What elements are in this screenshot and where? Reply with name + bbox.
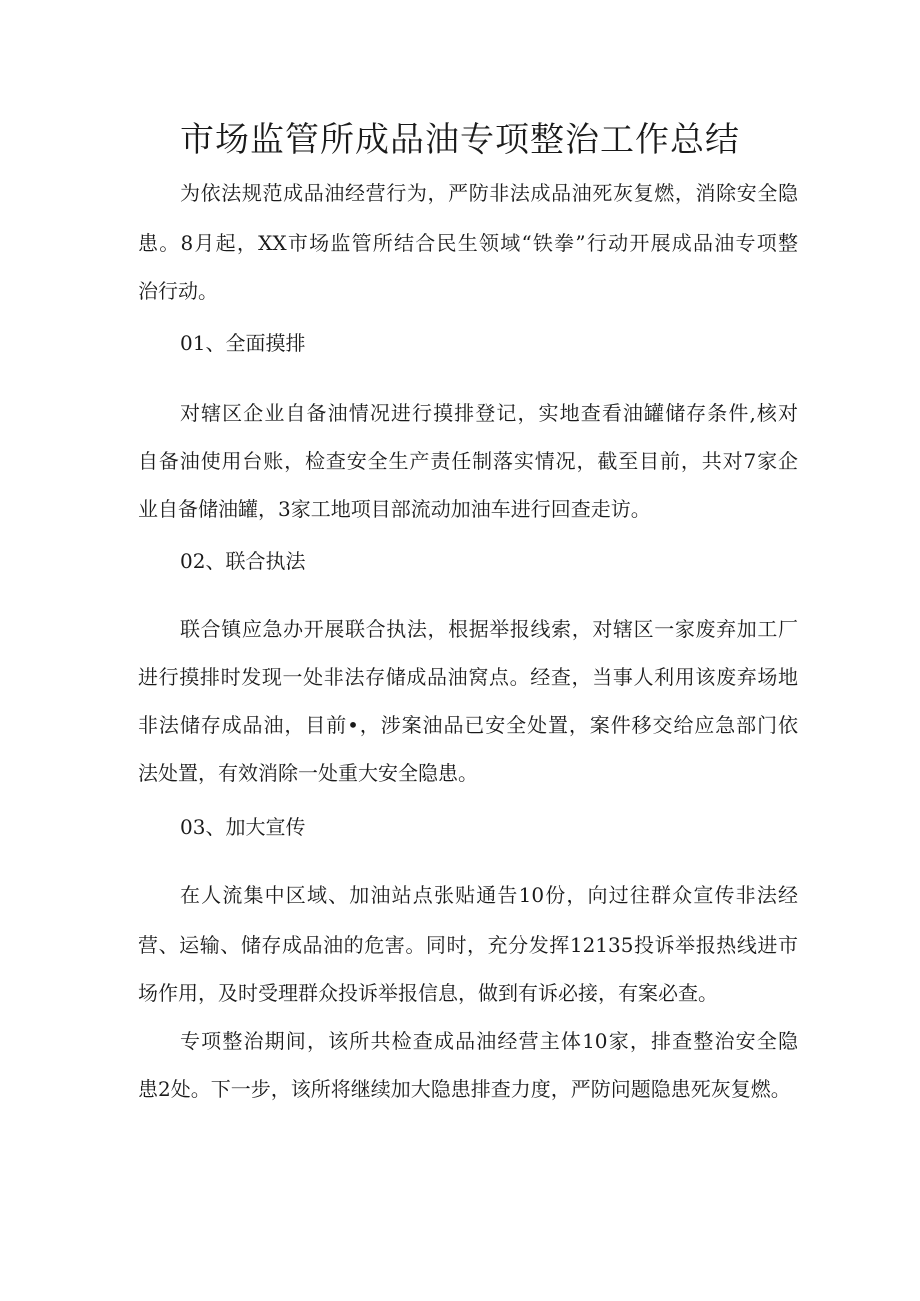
section-01-line-3: 业自备储油罐，3家工地项目部流动加油车进行回查走访。	[138, 497, 651, 521]
section-01-line-2: 自备油使用台账，检查安全生产责任制落实情况，截至目前，共对7家企	[138, 449, 798, 473]
section-02-line-1: 联合镇应急办开展联合执法，根据举报线索，对辖区一家废弃加工厂	[180, 617, 798, 641]
intro-line-1: 为依法规范成品油经营行为，严防非法成品油死灰复燃，消除安全隐	[180, 181, 798, 205]
section-03-line-1: 在人流集中区域、加油站点张贴通告10份，向过往群众宣传非法经	[180, 883, 798, 907]
conclusion-line-2: 患2处。下一步，该所将继续加大隐患排查力度，严防问题隐患死灰复燃。	[138, 1077, 791, 1101]
section-02-line-4: 法处置，有效消除一处重大安全隐患。	[138, 761, 478, 785]
section-01-line-1: 对辖区企业自备油情况进行摸排登记，实地查看油罐储存条件,核对	[180, 401, 798, 425]
section-heading-03: 03、加大宣传	[180, 815, 306, 839]
section-02-line-3: 非法储存成品油，目前•，涉案油品已安全处置，案件移交给应急部门依	[138, 713, 798, 737]
section-heading-02: 02、联合执法	[180, 549, 306, 573]
section-03-line-3: 场作用，及时受理群众投诉举报信息，做到有诉必接，有案必查。	[138, 981, 718, 1005]
conclusion-line-1: 专项整治期间，该所共检查成品油经营主体10家，排查整治安全隐	[180, 1029, 798, 1053]
page-title: 市场监管所成品油专项整治工作总结	[180, 120, 740, 160]
section-03-line-2: 营、运输、储存成品油的危害。同时，充分发挥12135投诉举报热线进市	[138, 933, 798, 957]
section-heading-01: 01、全面摸排	[180, 331, 306, 355]
section-02-line-2: 进行摸排时发现一处非法存储成品油窝点。经查，当事人利用该废弃场地	[138, 665, 798, 689]
intro-line-3: 治行动。	[138, 279, 218, 303]
intro-line-2: 患。8月起，XX市场监管所结合民生领域“铁拳”行动开展成品油专项整	[138, 231, 798, 255]
